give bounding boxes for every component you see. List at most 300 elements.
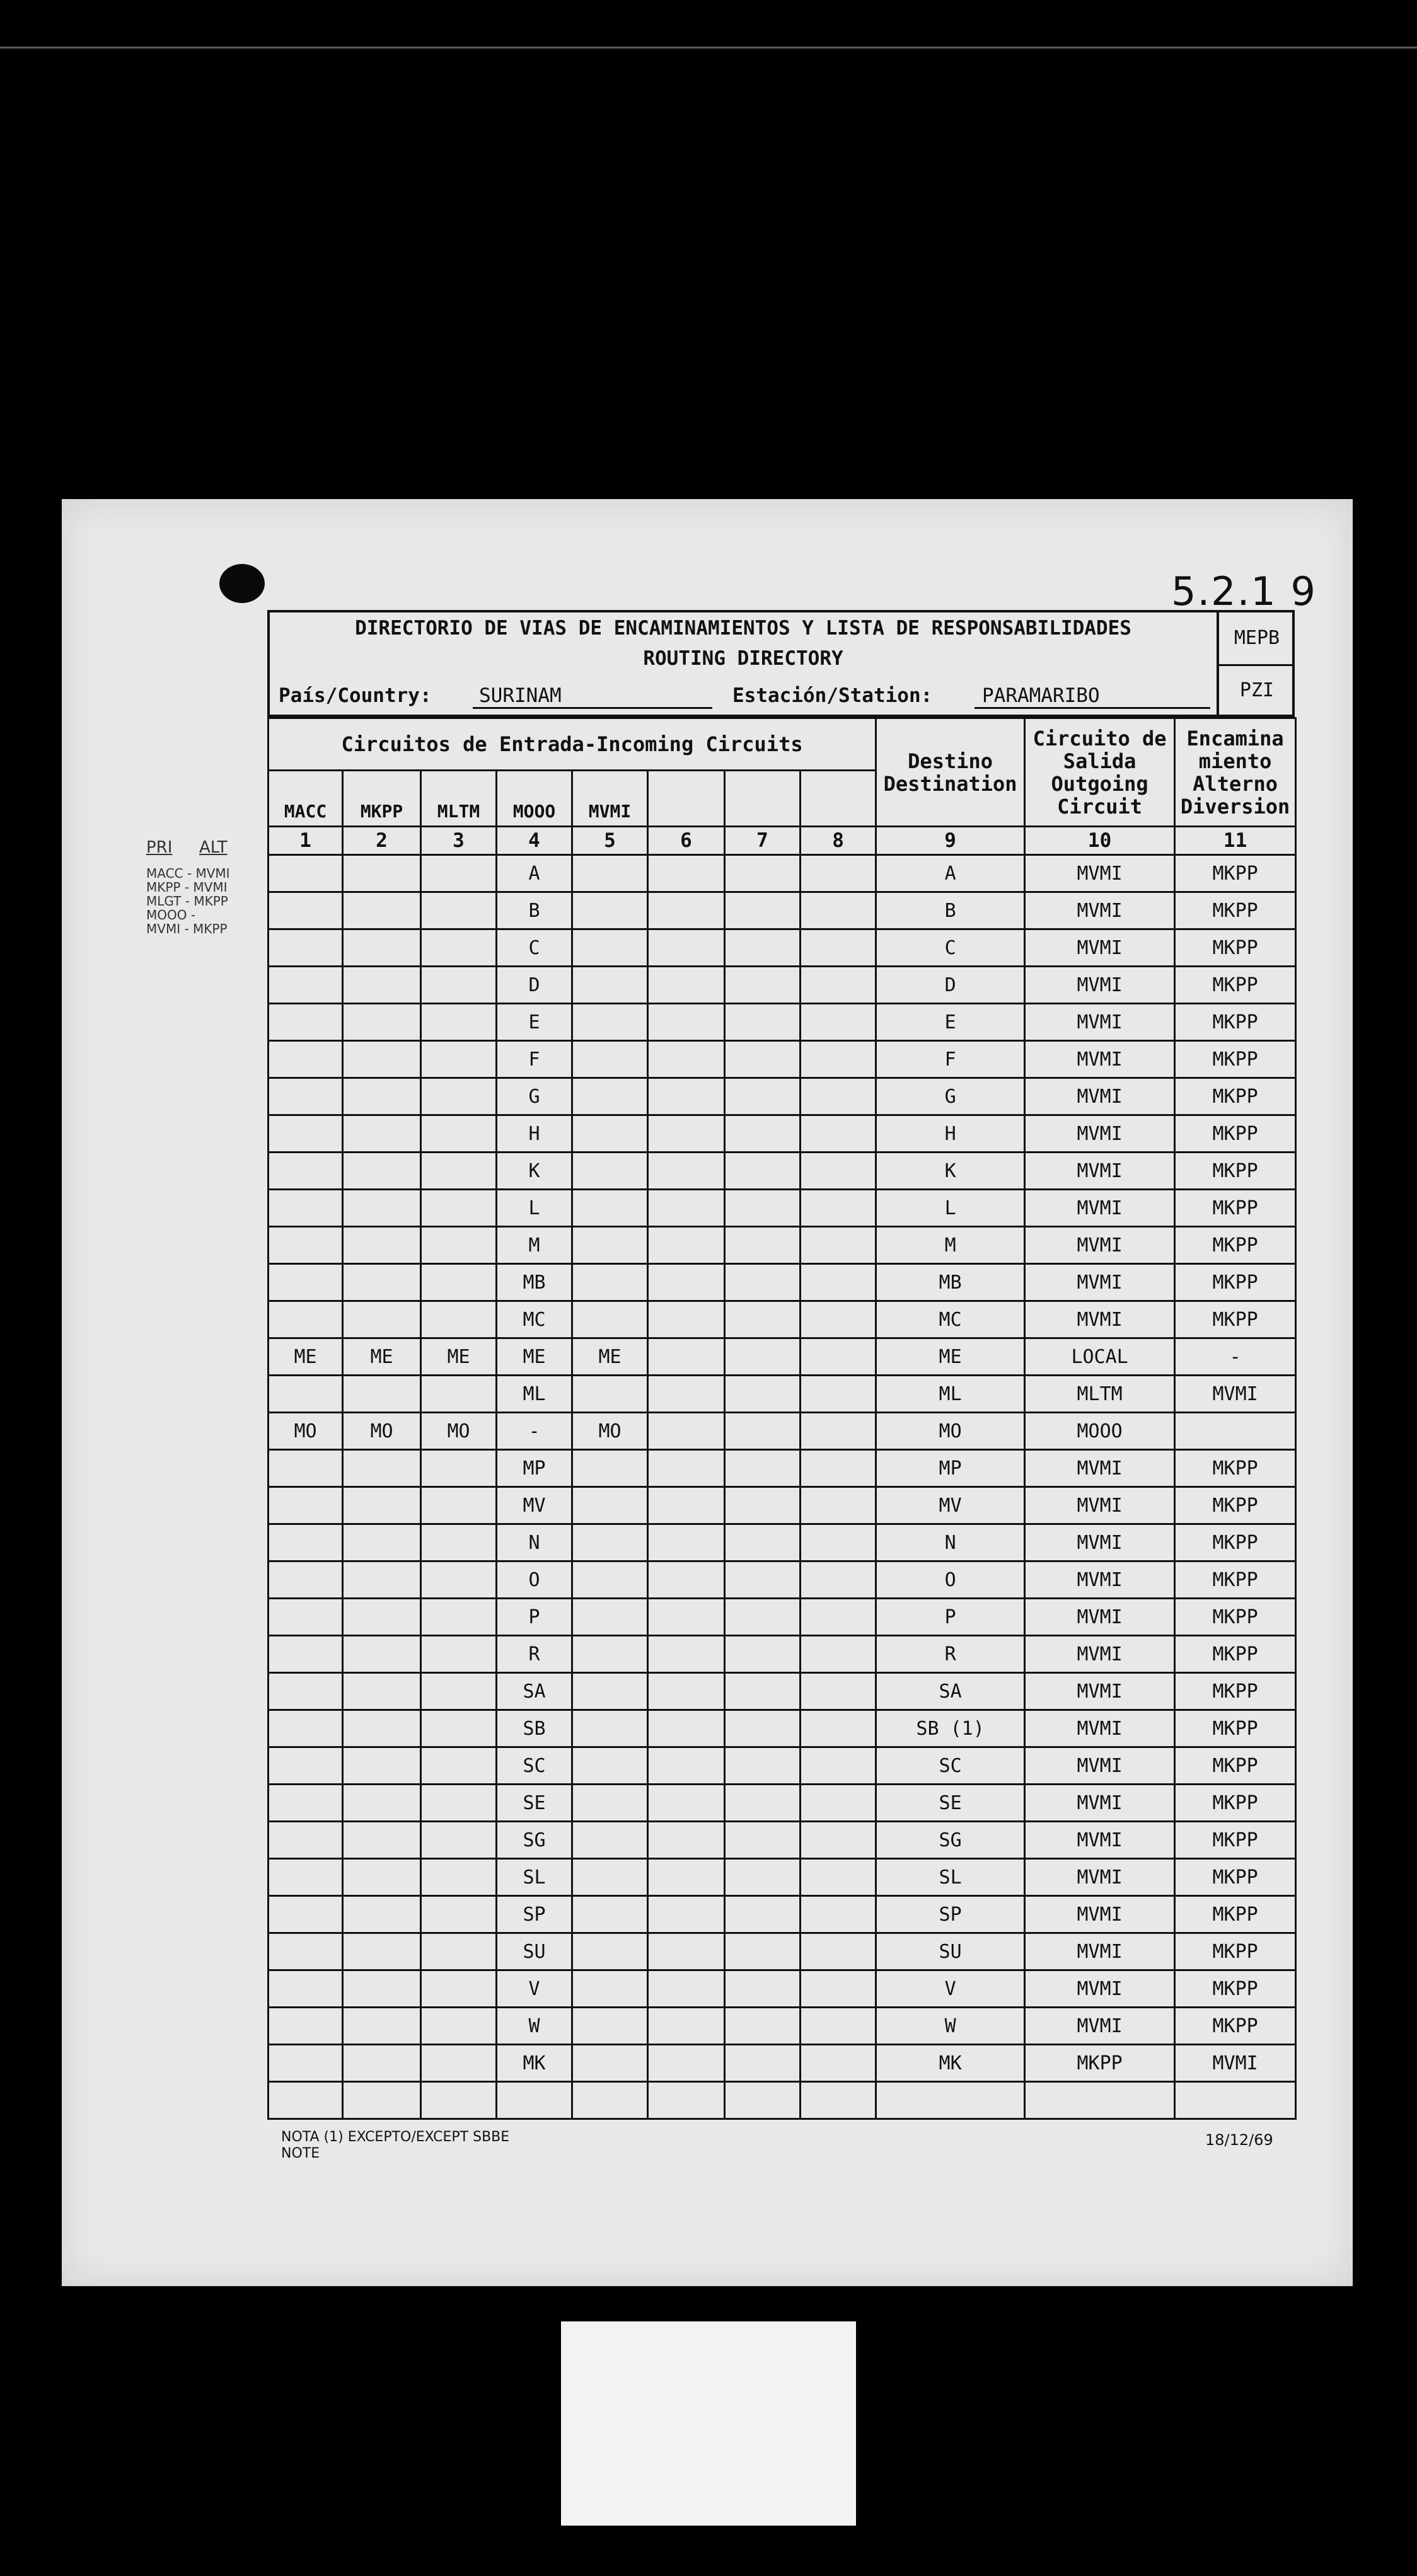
empty-cell — [648, 1115, 725, 1153]
empty-cell — [725, 1301, 801, 1338]
empty-cell — [648, 855, 725, 892]
cell-alt: MKPP — [1175, 1190, 1296, 1227]
incoming-col-6 — [648, 771, 725, 827]
cell-c3 — [421, 1822, 497, 1859]
cell-alt: MKPP — [1175, 892, 1296, 929]
empty-cell — [801, 1561, 876, 1599]
cell-alt: MKPP — [1175, 929, 1296, 967]
cell-dest: G — [876, 1078, 1025, 1115]
cell-alt — [1175, 1413, 1296, 1450]
cell-c2 — [343, 1561, 421, 1599]
empty-cell — [725, 1041, 801, 1078]
cell-alt: MKPP — [1175, 1599, 1296, 1636]
empty-cell — [648, 1487, 725, 1524]
cell-c5 — [572, 1970, 648, 2008]
cell-c3 — [421, 1376, 497, 1413]
cell-c2 — [343, 855, 421, 892]
cell-c3 — [421, 1450, 497, 1487]
empty-cell — [801, 1338, 876, 1376]
empty-cell — [648, 1450, 725, 1487]
destination-header: Destino Destination — [876, 718, 1025, 827]
cell-c4: E — [497, 1004, 572, 1041]
cell-dest: C — [876, 929, 1025, 967]
empty-cell — [648, 892, 725, 929]
cell-c4: - — [497, 1413, 572, 1450]
station-code-box — [1217, 612, 1295, 715]
cell-c4: ML — [497, 1376, 572, 1413]
cell-c4: MK — [497, 2045, 572, 2082]
cell-c2 — [343, 1487, 421, 1524]
cell-c1 — [269, 2008, 343, 2045]
cell-c1 — [269, 1041, 343, 1078]
empty-cell — [725, 1078, 801, 1115]
cell-c3 — [421, 2045, 497, 2082]
table-row — [269, 1524, 1296, 1561]
cell-dest: F — [876, 1041, 1025, 1078]
empty-cell — [648, 1227, 725, 1264]
cell-c4: MC — [497, 1301, 572, 1338]
cell-c4: N — [497, 1524, 572, 1561]
empty-cell — [725, 1747, 801, 1785]
cell-alt: MKPP — [1175, 1227, 1296, 1264]
empty-cell — [648, 1190, 725, 1227]
station-label: Estación/Station: — [732, 684, 933, 707]
cell-c4: P — [497, 1599, 572, 1636]
table-row — [269, 1376, 1296, 1413]
table-row — [269, 1487, 1296, 1524]
col-number: 7 — [725, 827, 801, 855]
empty-cell — [648, 1524, 725, 1561]
outgoing-header: Circuito de Salida Outgoing Circuit — [1025, 718, 1175, 827]
cell-c5 — [572, 1710, 648, 1747]
cell-c1 — [269, 1896, 343, 1933]
empty-cell — [648, 1710, 725, 1747]
cell-dest: R — [876, 1636, 1025, 1673]
empty-cell — [648, 1376, 725, 1413]
cell-dest: W — [876, 2008, 1025, 2045]
cell-alt: MKPP — [1175, 967, 1296, 1004]
empty-cell — [725, 1933, 801, 1970]
cell-c4: K — [497, 1153, 572, 1190]
cell-dest: SC — [876, 1747, 1025, 1785]
cell-c5 — [572, 1487, 648, 1524]
cell-c3 — [421, 1970, 497, 2008]
empty-cell — [801, 892, 876, 929]
cell-c1 — [269, 1747, 343, 1785]
col-number: 1 — [269, 827, 343, 855]
cell-c4: M — [497, 1227, 572, 1264]
page-number: 5.2.1 9 — [1171, 568, 1317, 614]
empty-cell — [801, 855, 876, 892]
cell-c1 — [269, 1153, 343, 1190]
legend-line: MLGT - MKPP — [146, 894, 228, 909]
cell-c3 — [421, 1785, 497, 1822]
cell-dest: SP — [876, 1896, 1025, 1933]
cell-c2 — [343, 1264, 421, 1301]
cell-alt: MKPP — [1175, 855, 1296, 892]
empty-cell — [801, 1636, 876, 1673]
empty-cell — [725, 1004, 801, 1041]
empty-cell — [801, 1524, 876, 1561]
cell-c4: ME — [497, 1338, 572, 1376]
empty-cell — [648, 1301, 725, 1338]
cell-c2 — [343, 1785, 421, 1822]
table-row — [269, 2008, 1296, 2045]
table-row — [269, 2045, 1296, 2082]
empty-cell — [801, 1822, 876, 1859]
cell-c4: D — [497, 967, 572, 1004]
cell-c2 — [343, 967, 421, 1004]
cell-c5 — [572, 855, 648, 892]
table-row — [269, 1933, 1296, 1970]
incoming-circuits-band: Circuitos de Entrada-Incoming Circuits — [269, 718, 876, 771]
cell-out: MVMI — [1025, 1487, 1175, 1524]
incoming-col-2: MKPP — [343, 771, 421, 827]
empty-cell — [725, 1413, 801, 1450]
table-row — [269, 1450, 1296, 1487]
empty-cell — [725, 929, 801, 967]
cell-c4: SB — [497, 1710, 572, 1747]
table-row — [269, 1153, 1296, 1190]
cell-c1 — [269, 1376, 343, 1413]
empty-cell — [648, 2008, 725, 2045]
empty-cell — [876, 2082, 1025, 2119]
cell-c1 — [269, 1450, 343, 1487]
cell-out: LOCAL — [1025, 1338, 1175, 1376]
cell-alt: MKPP — [1175, 1933, 1296, 1970]
empty-cell — [725, 1227, 801, 1264]
cell-c3 — [421, 892, 497, 929]
empty-cell — [648, 2082, 725, 2119]
cell-c3 — [421, 1153, 497, 1190]
cell-c5: ME — [572, 1338, 648, 1376]
cell-c2 — [343, 1227, 421, 1264]
cell-dest: A — [876, 855, 1025, 892]
routing-rows — [269, 855, 1296, 2119]
cell-dest: V — [876, 1970, 1025, 2008]
cell-c5 — [572, 2008, 648, 2045]
table-row — [269, 1264, 1296, 1301]
cell-c2 — [343, 1822, 421, 1859]
cell-out: MVMI — [1025, 1673, 1175, 1710]
cell-c5 — [572, 1933, 648, 1970]
empty-cell — [648, 1338, 725, 1376]
footnote-line-1: NOTA (1) EXCEPTO/EXCEPT SBBE — [281, 2129, 510, 2145]
empty-cell — [648, 1561, 725, 1599]
empty-cell — [801, 1264, 876, 1301]
cell-out: MVMI — [1025, 855, 1175, 892]
cell-c5 — [572, 1896, 648, 1933]
cell-c4: SA — [497, 1673, 572, 1710]
table-row — [269, 929, 1296, 967]
cell-out: MOOO — [1025, 1413, 1175, 1450]
cell-c1 — [269, 1115, 343, 1153]
cell-c3 — [421, 1264, 497, 1301]
empty-cell — [725, 892, 801, 929]
cell-c1: ME — [269, 1338, 343, 1376]
punch-hole — [219, 564, 265, 603]
empty-cell — [725, 855, 801, 892]
cell-c1 — [269, 1970, 343, 2008]
cell-c1 — [269, 1078, 343, 1115]
cell-alt: MKPP — [1175, 1673, 1296, 1710]
cell-out: MVMI — [1025, 1561, 1175, 1599]
empty-cell — [801, 1896, 876, 1933]
cell-c5 — [572, 1859, 648, 1896]
empty-cell — [801, 1078, 876, 1115]
empty-cell — [725, 2082, 801, 2119]
cell-alt: MKPP — [1175, 1153, 1296, 1190]
cell-c5 — [572, 1264, 648, 1301]
cell-c4: SU — [497, 1933, 572, 1970]
table-row — [269, 1785, 1296, 1822]
cell-c5 — [572, 1450, 648, 1487]
cell-out: MVMI — [1025, 1153, 1175, 1190]
empty-cell — [648, 1673, 725, 1710]
empty-cell — [725, 1822, 801, 1859]
cell-out: MVMI — [1025, 1524, 1175, 1561]
cell-out: MVMI — [1025, 1115, 1175, 1153]
table-row — [269, 1822, 1296, 1859]
empty-cell — [648, 1264, 725, 1301]
cell-alt: MKPP — [1175, 1822, 1296, 1859]
cell-c4: B — [497, 892, 572, 929]
cell-c5: MO — [572, 1413, 648, 1450]
footnote-line-2: NOTE — [281, 2146, 320, 2161]
cell-c3 — [421, 1115, 497, 1153]
empty-cell — [648, 1747, 725, 1785]
cell-c1 — [269, 1599, 343, 1636]
cell-c5 — [572, 1747, 648, 1785]
cell-out: MVMI — [1025, 1859, 1175, 1896]
empty-cell — [648, 1153, 725, 1190]
empty-cell — [801, 2045, 876, 2082]
cell-c1 — [269, 929, 343, 967]
cell-c1 — [269, 2045, 343, 2082]
table-row — [269, 1078, 1296, 1115]
cell-c2 — [343, 1153, 421, 1190]
cell-c3 — [421, 1078, 497, 1115]
cell-c5 — [572, 1153, 648, 1190]
cell-out: MKPP — [1025, 2045, 1175, 2082]
empty-cell — [725, 1190, 801, 1227]
empty-cell — [801, 1004, 876, 1041]
cell-c2 — [343, 1747, 421, 1785]
table-row — [269, 1599, 1296, 1636]
col-number: 6 — [648, 827, 725, 855]
empty-cell — [725, 1115, 801, 1153]
cell-c1 — [269, 1933, 343, 1970]
incoming-col-3: MLTM — [421, 771, 497, 827]
cell-out: MVMI — [1025, 1301, 1175, 1338]
table-row — [269, 1301, 1296, 1338]
empty-cell — [725, 967, 801, 1004]
cell-c3 — [421, 1673, 497, 1710]
cell-c3 — [421, 1524, 497, 1561]
cell-c2: MO — [343, 1413, 421, 1450]
cell-out: MVMI — [1025, 1041, 1175, 1078]
cell-c1 — [269, 1859, 343, 1896]
cell-c1 — [269, 967, 343, 1004]
empty-cell — [801, 1413, 876, 1450]
empty-cell — [725, 1264, 801, 1301]
cell-alt: MKPP — [1175, 1524, 1296, 1561]
cell-alt: MKPP — [1175, 1970, 1296, 2008]
alternate-header: Encamina miento Alterno Diversion — [1175, 718, 1296, 827]
cell-dest: SU — [876, 1933, 1025, 1970]
cell-dest: MV — [876, 1487, 1025, 1524]
empty-cell — [725, 1153, 801, 1190]
cell-c4: F — [497, 1041, 572, 1078]
cell-c2 — [343, 1078, 421, 1115]
cell-c5 — [572, 1115, 648, 1153]
footnote — [281, 2129, 509, 2162]
cell-c1 — [269, 1004, 343, 1041]
cell-alt: MKPP — [1175, 1264, 1296, 1301]
cell-c2 — [343, 1115, 421, 1153]
cell-c4: SG — [497, 1822, 572, 1859]
cell-c3 — [421, 1933, 497, 1970]
cell-c5 — [572, 1041, 648, 1078]
cell-c3 — [421, 1561, 497, 1599]
cell-alt: MKPP — [1175, 1710, 1296, 1747]
empty-cell — [1025, 2082, 1175, 2119]
cell-alt: MVMI — [1175, 2045, 1296, 2082]
cell-c4: W — [497, 2008, 572, 2045]
incoming-col-8 — [801, 771, 876, 827]
cell-c4: MV — [497, 1487, 572, 1524]
cell-c5 — [572, 1376, 648, 1413]
cell-c3 — [421, 1636, 497, 1673]
cell-out: MVMI — [1025, 929, 1175, 967]
cell-alt: MKPP — [1175, 1636, 1296, 1673]
cell-c2 — [343, 1673, 421, 1710]
cell-c2 — [343, 2045, 421, 2082]
cell-alt: MKPP — [1175, 1301, 1296, 1338]
empty-cell — [801, 1599, 876, 1636]
country-label: País/Country: — [279, 684, 432, 707]
cell-dest: MK — [876, 2045, 1025, 2082]
empty-cell — [725, 1859, 801, 1896]
cell-c3 — [421, 1896, 497, 1933]
col-number: 8 — [801, 827, 876, 855]
blank-card — [561, 2321, 856, 2526]
cell-c5 — [572, 1785, 648, 1822]
empty-cell — [801, 1115, 876, 1153]
incoming-col-4: MOOO — [497, 771, 572, 827]
cell-c4: C — [497, 929, 572, 967]
table-row — [269, 1970, 1296, 2008]
cell-out: MVMI — [1025, 2008, 1175, 2045]
station-value: PARAMARIBO — [975, 684, 1210, 709]
table-row — [269, 892, 1296, 929]
cell-c4: SE — [497, 1785, 572, 1822]
title-spanish: DIRECTORIO DE VIAS DE ENCAMINAMIENTOS Y LISTA DE RESPONSABILIDADES — [355, 617, 1131, 640]
table-row — [269, 1190, 1296, 1227]
legend-pri-label: PRI — [146, 838, 173, 857]
cell-c5 — [572, 1301, 648, 1338]
cell-c3 — [421, 1859, 497, 1896]
table-row — [269, 1636, 1296, 1673]
empty-cell — [648, 1859, 725, 1896]
title-english: ROUTING DIRECTORY — [643, 647, 843, 670]
cell-c2 — [343, 1636, 421, 1673]
empty-cell — [648, 1004, 725, 1041]
cell-c4: V — [497, 1970, 572, 2008]
table-row — [269, 1413, 1296, 1450]
blank-row — [269, 2082, 1296, 2119]
incoming-col-1: MACC — [269, 771, 343, 827]
empty-cell — [648, 929, 725, 967]
cell-c4: A — [497, 855, 572, 892]
cell-out: MVMI — [1025, 1710, 1175, 1747]
empty-cell — [801, 1933, 876, 1970]
cell-out: MVMI — [1025, 1970, 1175, 2008]
cell-c1 — [269, 1190, 343, 1227]
cell-dest: M — [876, 1227, 1025, 1264]
cell-dest: MC — [876, 1301, 1025, 1338]
cell-alt: - — [1175, 1338, 1296, 1376]
cell-c1 — [269, 1561, 343, 1599]
cell-c3: ME — [421, 1338, 497, 1376]
cell-c5 — [572, 2045, 648, 2082]
cell-c2 — [343, 1599, 421, 1636]
empty-cell — [497, 2082, 572, 2119]
cell-c2 — [343, 1524, 421, 1561]
empty-cell — [801, 929, 876, 967]
legend-line: MACC - MVMI — [146, 866, 230, 881]
cell-dest: N — [876, 1524, 1025, 1561]
country-value: SURINAM — [473, 684, 712, 709]
cell-dest: B — [876, 892, 1025, 929]
empty-cell — [725, 1896, 801, 1933]
cell-c5 — [572, 929, 648, 967]
cell-dest: K — [876, 1153, 1025, 1190]
table-row — [269, 855, 1296, 892]
cell-c2 — [343, 1190, 421, 1227]
cell-alt: MKPP — [1175, 1004, 1296, 1041]
empty-cell — [801, 1710, 876, 1747]
cell-dest: ML — [876, 1376, 1025, 1413]
cell-dest: MO — [876, 1413, 1025, 1450]
cell-c3 — [421, 1747, 497, 1785]
cell-alt: MKPP — [1175, 1487, 1296, 1524]
table-row — [269, 1227, 1296, 1264]
cell-c5 — [572, 892, 648, 929]
cell-c3 — [421, 1710, 497, 1747]
cell-c1 — [269, 1636, 343, 1673]
cell-c4: R — [497, 1636, 572, 1673]
cell-c1: MO — [269, 1413, 343, 1450]
cell-c5 — [572, 1561, 648, 1599]
cell-c1 — [269, 1264, 343, 1301]
table-row — [269, 967, 1296, 1004]
cell-c2: ME — [343, 1338, 421, 1376]
cell-dest: SE — [876, 1785, 1025, 1822]
empty-cell — [801, 2082, 876, 2119]
empty-cell — [801, 2008, 876, 2045]
table-row — [269, 1896, 1296, 1933]
cell-out: MVMI — [1025, 1636, 1175, 1673]
table-row — [269, 1747, 1296, 1785]
cell-out: MVMI — [1025, 1822, 1175, 1859]
legend-line: MOOO - — [146, 907, 196, 923]
col-number: 9 — [876, 827, 1025, 855]
routing-table — [267, 717, 1297, 2120]
empty-cell — [269, 2082, 343, 2119]
table-row — [269, 1115, 1296, 1153]
cell-c3 — [421, 1599, 497, 1636]
